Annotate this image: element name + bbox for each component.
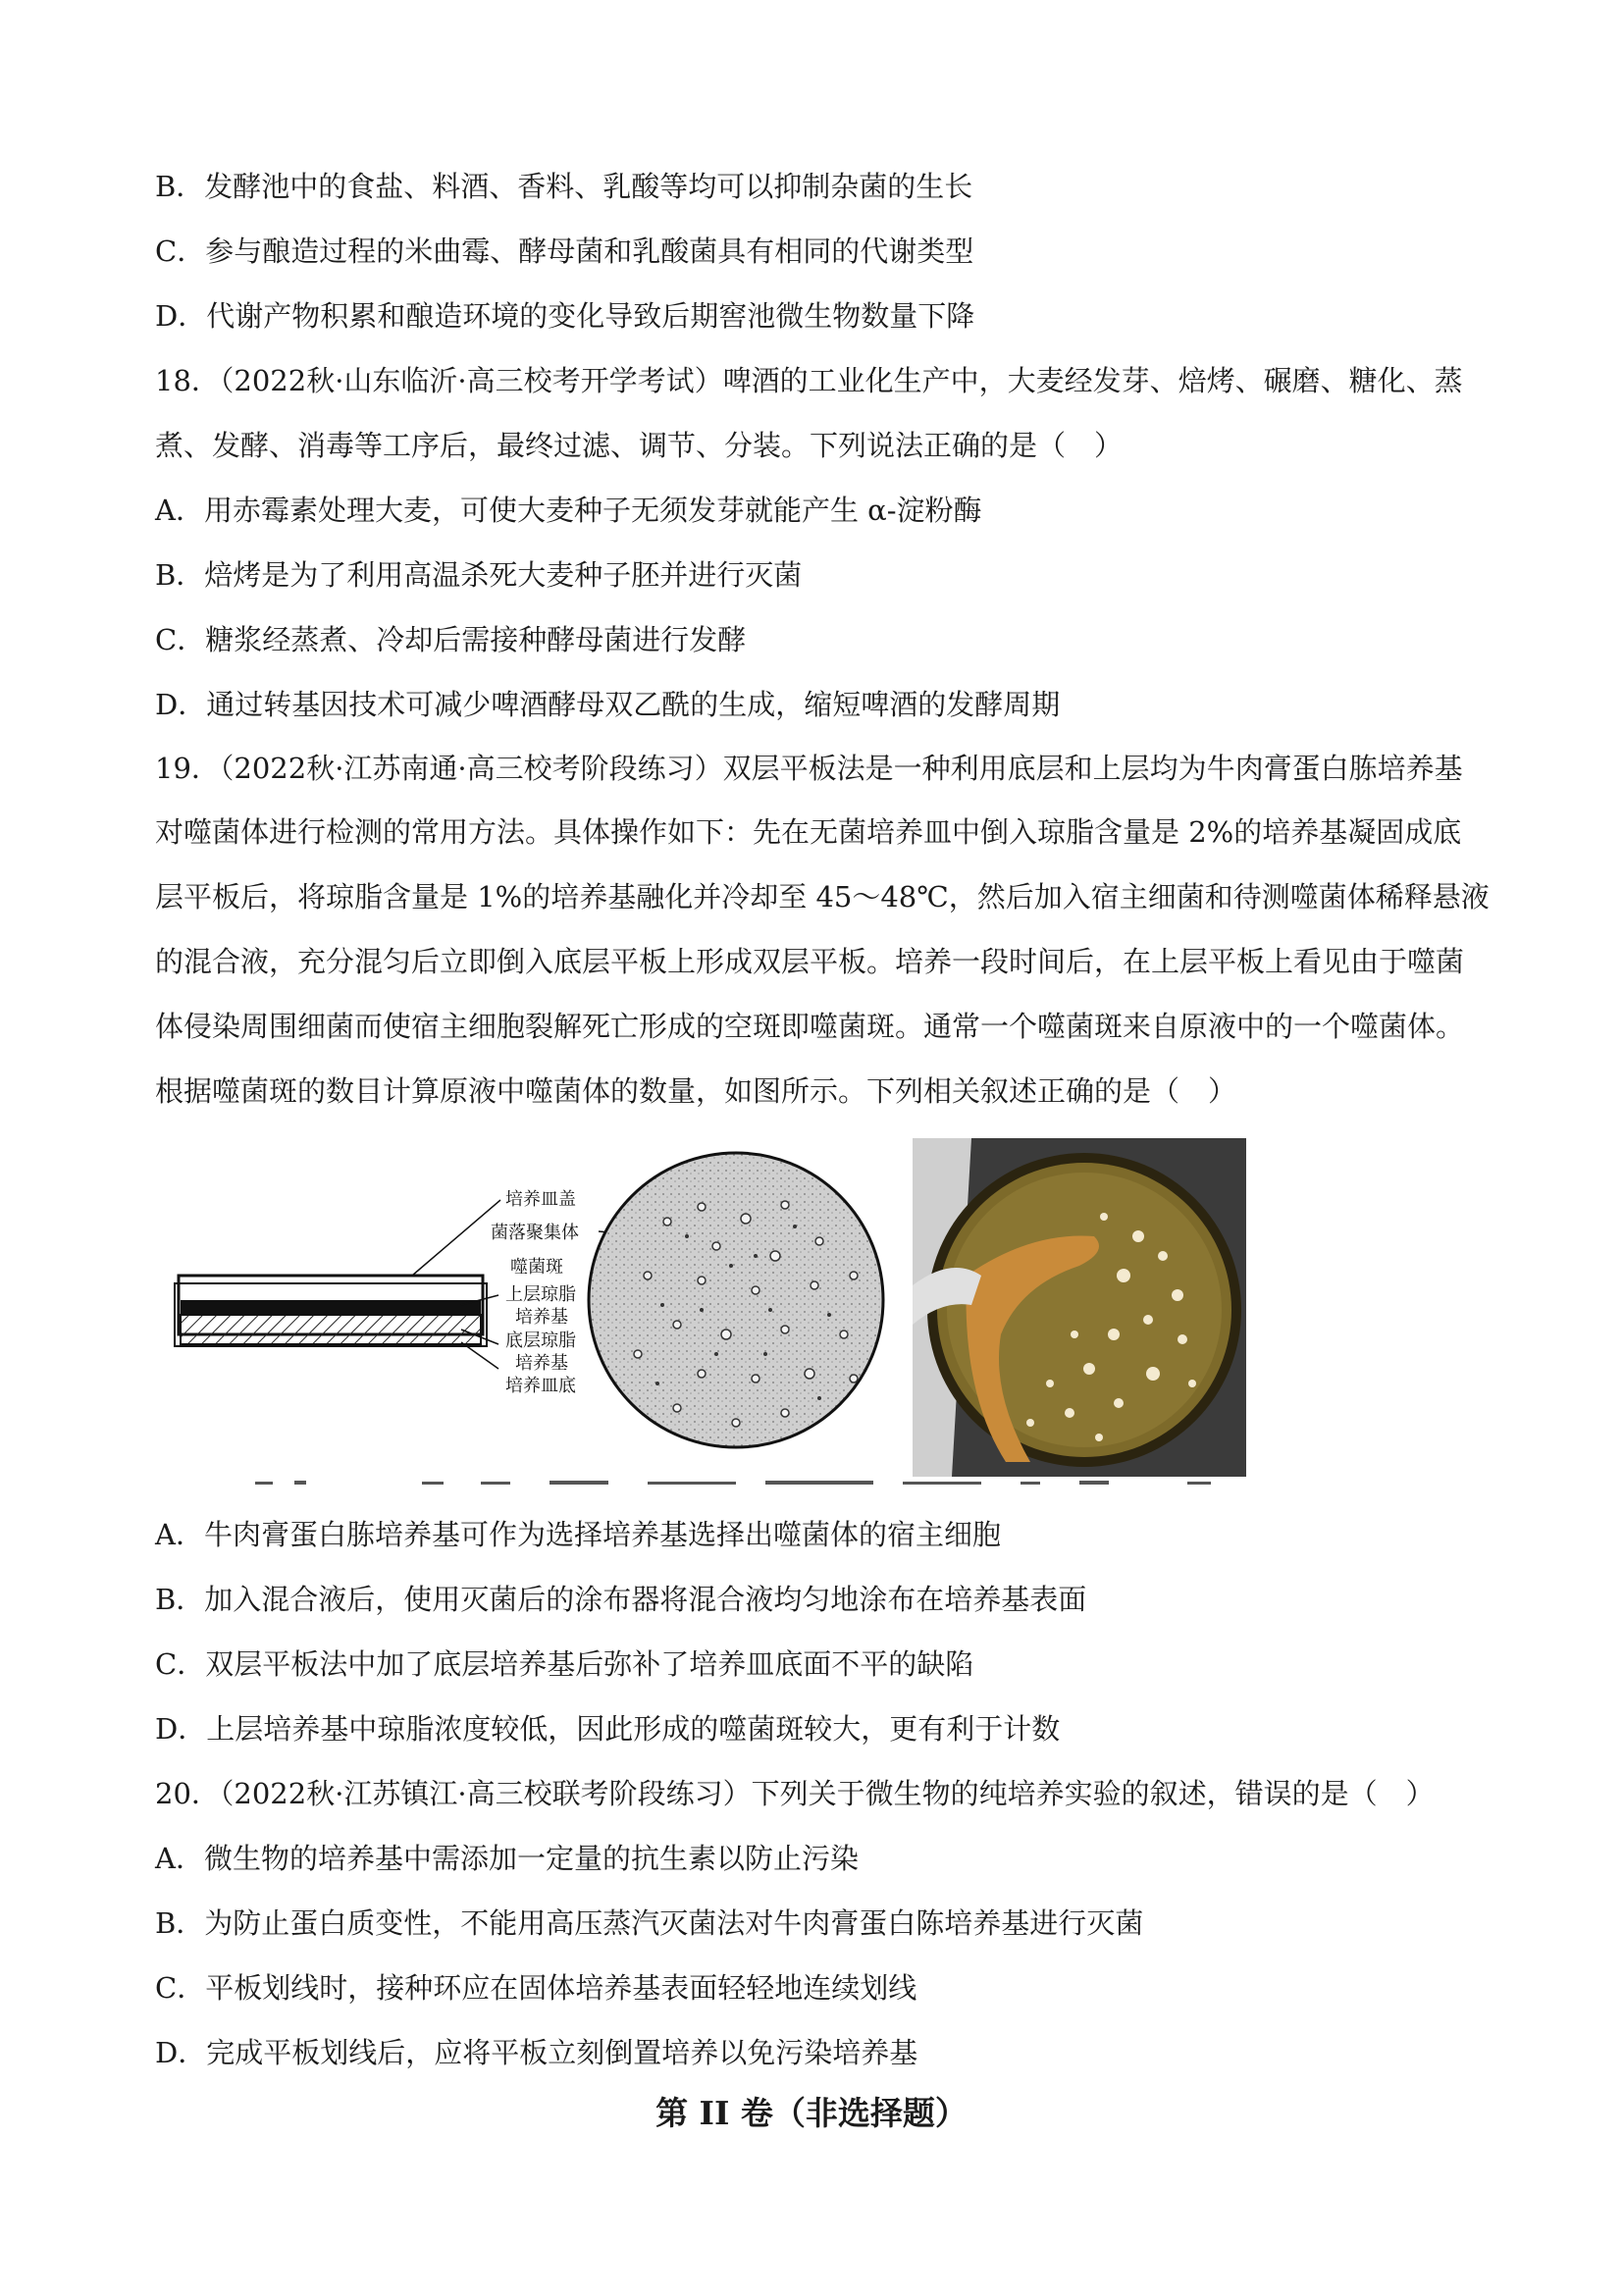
label-upper-agar: 上层琼脂 bbox=[505, 1284, 576, 1305]
question-20: 20．（2022秋·江苏镇江·高三校联考阶段练习）下列关于微生物的纯培养实验的叙述，错误的是（ ） bbox=[155, 1777, 1435, 1810]
question-18-line-2: 煮、发酵、消毒等工序后，最终过滤、调节、分装。下列说法正确的是（ ） bbox=[155, 429, 1124, 462]
option-20a: A．微生物的培养基中需添加一定量的抗生素以防止污染 bbox=[155, 1842, 859, 1875]
label-lid: 培养皿盖 bbox=[505, 1189, 576, 1210]
option-18c: C．糖浆经蒸煮、冷却后需接种酵母菌进行发酵 bbox=[155, 623, 747, 656]
question-19-line-4: 的混合液，充分混匀后立即倒入底层平板上形成双层平板。培养一段时间后，在上层平板上看见由于噬菌 bbox=[155, 945, 1465, 978]
double-layer-plate-diagram bbox=[167, 1128, 893, 1482]
option-20c: C．平板划线时，接种环应在固体培养基表面轻轻地连续划线 bbox=[155, 1971, 917, 2005]
option-18b: B．焙烤是为了利用高温杀死大麦种子胚并进行灭菌 bbox=[155, 558, 803, 592]
label-dish-bottom: 培养皿底 bbox=[505, 1376, 576, 1396]
cropped-caption-fragment bbox=[255, 1480, 1236, 1487]
section-title: 第 II 卷（非选择题） bbox=[655, 2094, 968, 2132]
option-19a: A．牛肉膏蛋白胨培养基可作为选择培养基选择出噬菌体的宿主细胞 bbox=[155, 1518, 1001, 1551]
question-19-line-6: 根据噬菌斑的数目计算原液中噬菌体的数量，如图所示。下列相关叙述正确的是（ ） bbox=[155, 1074, 1237, 1108]
question-18-line-1: 18．（2022秋·山东临沂·高三校考开学考试）啤酒的工业化生产中，大麦经发芽、焙烤、碾磨、糖化、蒸 bbox=[155, 364, 1463, 397]
option-19c: C．双层平板法中加了底层培养基后弥补了培养皿底面不平的缺陷 bbox=[155, 1647, 974, 1681]
plate-top-view bbox=[589, 1153, 883, 1447]
upper-agar-layer bbox=[181, 1300, 481, 1314]
option-17b: B．发酵池中的食盐、料酒、香料、乳酸等均可以抑制杂菌的生长 bbox=[155, 170, 973, 203]
option-19b: B．加入混合液后，使用灭菌后的涂布器将混合液均匀地涂布在培养基表面 bbox=[155, 1583, 1087, 1616]
petri-dish-photo bbox=[913, 1138, 1246, 1477]
label-medium-1: 培养基 bbox=[515, 1307, 568, 1328]
question-19-line-3: 层平板后，将琼脂含量是 1%的培养基融化并冷却至 45～48℃，然后加入宿主细菌和待测噬菌体稀释悬液 bbox=[155, 880, 1490, 913]
label-plaque: 噬菌斑 bbox=[510, 1257, 563, 1278]
option-18d: D．通过转基因技术可减少啤酒酵母双乙酰的生成，缩短啤酒的发酵周期 bbox=[155, 688, 1061, 721]
option-20b: B．为防止蛋白质变性，不能用高压蒸汽灭菌法对牛肉膏蛋白陈培养基进行灭菌 bbox=[155, 1906, 1144, 1940]
question-19-line-1: 19．（2022秋·江苏南通·高三校考阶段练习）双层平板法是一种利用底层和上层均为牛肉膏蛋白胨培养基 bbox=[155, 752, 1463, 785]
label-bottom-agar: 底层琼脂 bbox=[505, 1331, 576, 1351]
question-19-line-5: 体侵染周围细菌而使宿主细胞裂解死亡形成的空斑即噬菌斑。通常一个噬菌斑来自原液中的一个噬菌体。 bbox=[155, 1010, 1465, 1043]
option-17c: C．参与酿造过程的米曲霉、酵母菌和乳酸菌具有相同的代谢类型 bbox=[155, 235, 974, 268]
bottom-agar-layer bbox=[181, 1315, 481, 1344]
label-colony: 菌落聚集体 bbox=[491, 1223, 579, 1243]
option-18a: A．用赤霉素处理大麦，可使大麦种子无须发芽就能产生 α-淀粉酶 bbox=[155, 494, 982, 527]
question-19-line-2: 对噬菌体进行检测的常用方法。具体操作如下：先在无菌培养皿中倒入琼脂含量是 2%的培养基凝固成底 bbox=[155, 815, 1462, 849]
option-20d: D．完成平板划线后，应将平板立刻倒置培养以免污染培养基 bbox=[155, 2036, 918, 2069]
option-17d: D．代谢产物积累和酿造环境的变化导致后期窖池微生物数量下降 bbox=[155, 299, 975, 333]
label-medium-2: 培养基 bbox=[515, 1353, 568, 1374]
option-19d: D．上层培养基中琼脂浓度较低，因此形成的噬菌斑较大，更有利于计数 bbox=[155, 1712, 1061, 1746]
